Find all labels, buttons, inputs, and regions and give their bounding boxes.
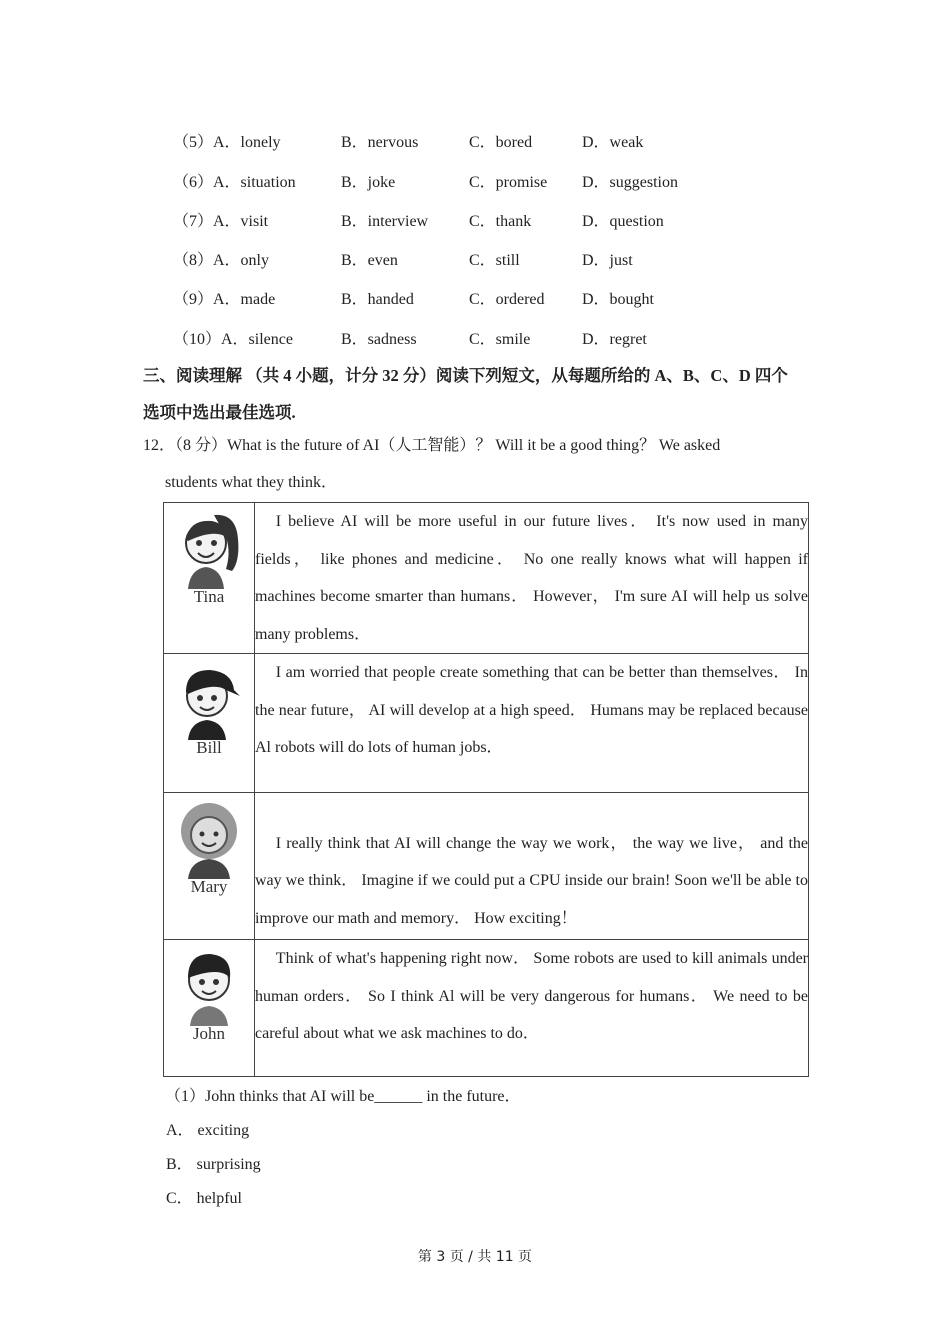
answer-option-c[interactable]: C． helpful xyxy=(166,1190,242,1207)
student-portrait-cell xyxy=(164,793,255,940)
option-b: B．handed xyxy=(341,291,414,308)
option-a: （7）A．visit xyxy=(173,213,269,230)
girl-portrait-icon xyxy=(174,509,244,589)
student-name: Tina xyxy=(193,587,225,606)
table-row xyxy=(164,503,809,654)
table-row xyxy=(164,793,809,940)
boy-portrait-icon xyxy=(174,946,244,1026)
option-b: B．interview xyxy=(341,213,429,230)
option-c: C．promise xyxy=(469,174,548,191)
option-d: D．regret xyxy=(582,331,647,348)
option-c: C．smile xyxy=(469,331,531,348)
option-c: C．ordered xyxy=(469,291,545,308)
opinion-text: I believe AI will be more useful in our future lives． It's now used in many fields， like phones and medicine． No one really knows what will happen if machines become smarter than humans． However， I'm sure AI will help us solve many problems． xyxy=(255,513,808,643)
opinion-cell xyxy=(255,654,809,793)
answer-option-a[interactable]: A． exciting xyxy=(166,1122,250,1139)
table-row xyxy=(164,654,809,793)
option-row xyxy=(0,286,950,308)
option-a: （8）A．only xyxy=(173,252,270,269)
option-d: D．just xyxy=(582,252,633,269)
student-portrait-cell xyxy=(164,503,255,654)
opinion-text: I am worried that people create something that can be better than themselves． In the near future， AI will develop at a high speed． Humans may be replaced because Al robots will do lots of human jobs． xyxy=(255,664,808,756)
option-row xyxy=(0,129,950,151)
option-row xyxy=(0,208,950,230)
student-name: Mary xyxy=(190,877,228,896)
option-row xyxy=(0,169,950,191)
student-name: John xyxy=(192,1024,226,1043)
option-b: B．sadness xyxy=(341,331,417,348)
question-12-header: 12．（8 分）What is the future of AI（人工智能）？ Will it be a good thing？ We asked xyxy=(143,437,721,454)
curly-hair-girl-portrait-icon xyxy=(174,799,244,879)
option-b: B．nervous xyxy=(341,134,419,151)
student-portrait-cell xyxy=(164,654,255,793)
student-portrait-cell xyxy=(164,940,255,1077)
answer-option-b[interactable]: B． surprising xyxy=(166,1156,261,1173)
section-heading-cont: 选项中选出最佳选项. xyxy=(143,403,296,422)
option-c: C．still xyxy=(469,252,520,269)
opinion-text: Think of what's happening right now． Some robots are used to kill animals under human orders． So I think Al will be very dangerous for humans． We need to be careful about what we ask machines to do． xyxy=(255,950,808,1042)
option-d: D．weak xyxy=(582,134,644,151)
option-b: B．joke xyxy=(341,174,396,191)
student-opinions-table xyxy=(163,502,809,1077)
opinion-cell xyxy=(255,503,809,654)
table-row xyxy=(164,940,809,1077)
opinion-text: I really think that AI will change the way we work， the way we live， and the way we think． Imagine if we could put a CPU inside our brain! Soon we'll be able to improve our math and memory． How exciting！ xyxy=(255,834,808,927)
question-12-intro: students what they think． xyxy=(165,474,337,491)
option-b: B．even xyxy=(341,252,398,269)
option-c: C．thank xyxy=(469,213,532,230)
opinion-cell xyxy=(255,793,809,940)
option-d: D．question xyxy=(582,213,664,230)
boy-cap-portrait-icon xyxy=(174,660,244,740)
option-a: （10）A．silence xyxy=(173,331,293,348)
student-name: Bill xyxy=(196,738,222,757)
section-heading: 三、阅读理解 （共 4 小题，计分 32 分）阅读下列短文，从每题所给的 A、B、C、D 四个 xyxy=(143,366,788,385)
option-d: D．bought xyxy=(582,291,655,308)
option-a: （6）A．situation xyxy=(173,174,296,191)
option-a: （5）A．lonely xyxy=(173,134,281,151)
option-d: D．suggestion xyxy=(582,174,679,191)
subquestion-stem: （1）John thinks that AI will be______ in the future． xyxy=(165,1088,521,1105)
option-row xyxy=(0,326,950,348)
option-c: C．bored xyxy=(469,134,533,151)
option-a: （9）A．made xyxy=(173,291,276,308)
page-footer: 第 3 页 / 共 11 页 xyxy=(417,1249,533,1265)
opinion-cell xyxy=(255,940,809,1077)
option-row xyxy=(0,247,950,269)
